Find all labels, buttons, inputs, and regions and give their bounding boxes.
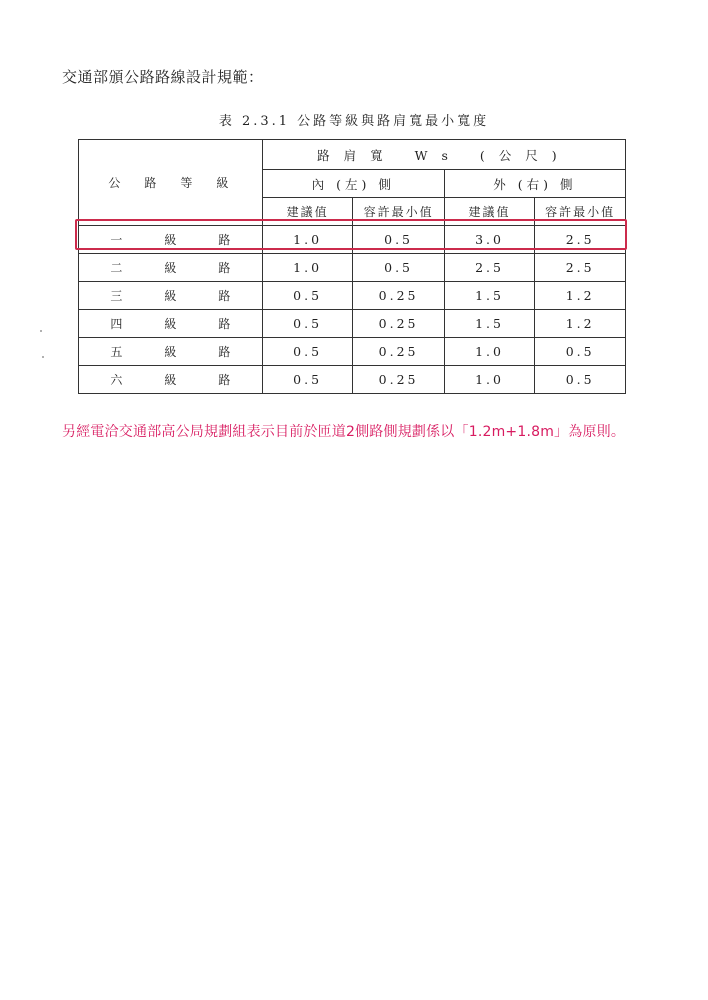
grade-cell: [79, 310, 263, 338]
table-row: [79, 310, 626, 338]
grade-char: 一: [110, 233, 123, 247]
grade-char: 二: [110, 261, 123, 275]
grade-cell: [79, 282, 263, 310]
grade-char: 路: [218, 373, 231, 387]
grade-char: 級: [164, 261, 177, 275]
grade-char: 級: [164, 345, 177, 359]
page-heading: 交通部頒公路路線設計規範：: [62, 68, 264, 86]
grade-char: 級: [164, 317, 177, 331]
grade-char: 四: [110, 317, 123, 331]
shoulder-width-header: 路肩寬 Ws (公尺): [262, 140, 625, 170]
grade-char: 六: [110, 373, 123, 387]
grade-cell: [79, 226, 263, 254]
inner-recommended-value: 0.5: [262, 338, 353, 366]
grade-char: 級: [164, 373, 177, 387]
inner-minimum-header: 容許最小值: [353, 198, 444, 226]
outer-recommended-value: 1.5: [444, 282, 535, 310]
inner-recommended-value: 1.0: [262, 254, 353, 282]
grade-header: 公路等級: [79, 140, 263, 226]
inner-minimum-value: 0.5: [353, 254, 444, 282]
outer-recommended-value: 3.0: [444, 226, 535, 254]
grade-char: 路: [218, 317, 231, 331]
outer-recommended-value: 1.0: [444, 338, 535, 366]
grade-char: 路: [218, 233, 231, 247]
grade-char: 三: [110, 289, 123, 303]
inner-recommended-value: 0.5: [262, 310, 353, 338]
scan-speck: [42, 356, 44, 358]
outer-recommended-value: 1.5: [444, 310, 535, 338]
inner-minimum-value: 0.5: [353, 226, 444, 254]
grade-cell: [79, 254, 263, 282]
table-row: [79, 254, 626, 282]
outer-minimum-value: 0.5: [535, 366, 626, 394]
scan-speck: [40, 330, 42, 332]
outer-minimum-value: 1.2: [535, 282, 626, 310]
grade-char: 級: [164, 233, 177, 247]
table-row: [79, 366, 626, 394]
outer-minimum-value: 1.2: [535, 310, 626, 338]
grade-char: 路: [218, 261, 231, 275]
outer-minimum-header: 容許最小值: [535, 198, 626, 226]
table-row: [79, 282, 626, 310]
inner-side-header: 內 (左) 側: [262, 170, 444, 198]
grade-cell: [79, 366, 263, 394]
outer-recommended-value: 2.5: [444, 254, 535, 282]
inner-recommended-value: 0.5: [262, 282, 353, 310]
outer-minimum-value: 2.5: [535, 226, 626, 254]
outer-recommended-value: 1.0: [444, 366, 535, 394]
inner-recommended-header: 建議值: [262, 198, 353, 226]
grade-char: 級: [164, 289, 177, 303]
inner-minimum-value: 0.25: [353, 282, 444, 310]
table-row: [79, 226, 626, 254]
grade-char: 路: [218, 289, 231, 303]
inner-minimum-value: 0.25: [353, 310, 444, 338]
outer-side-header: 外 (右) 側: [444, 170, 625, 198]
inner-minimum-value: 0.25: [353, 338, 444, 366]
table-caption: 表 2.3.1 公路等級與路肩寬最小寬度: [218, 114, 490, 129]
outer-minimum-value: 2.5: [535, 254, 626, 282]
shoulder-width-table: [78, 139, 626, 394]
table-row: [79, 338, 626, 366]
grade-char: 路: [218, 345, 231, 359]
inner-minimum-value: 0.25: [353, 366, 444, 394]
inner-recommended-value: 0.5: [262, 366, 353, 394]
outer-minimum-value: 0.5: [535, 338, 626, 366]
grade-char: 五: [110, 345, 123, 359]
inner-recommended-value: 1.0: [262, 226, 353, 254]
grade-cell: [79, 338, 263, 366]
note-text: 另經電洽交通部高公局規劃組表示目前於匝道2側路側規劃係以「1.2m+1.8m」為原則。: [62, 424, 626, 440]
outer-recommended-header: 建議值: [444, 198, 535, 226]
